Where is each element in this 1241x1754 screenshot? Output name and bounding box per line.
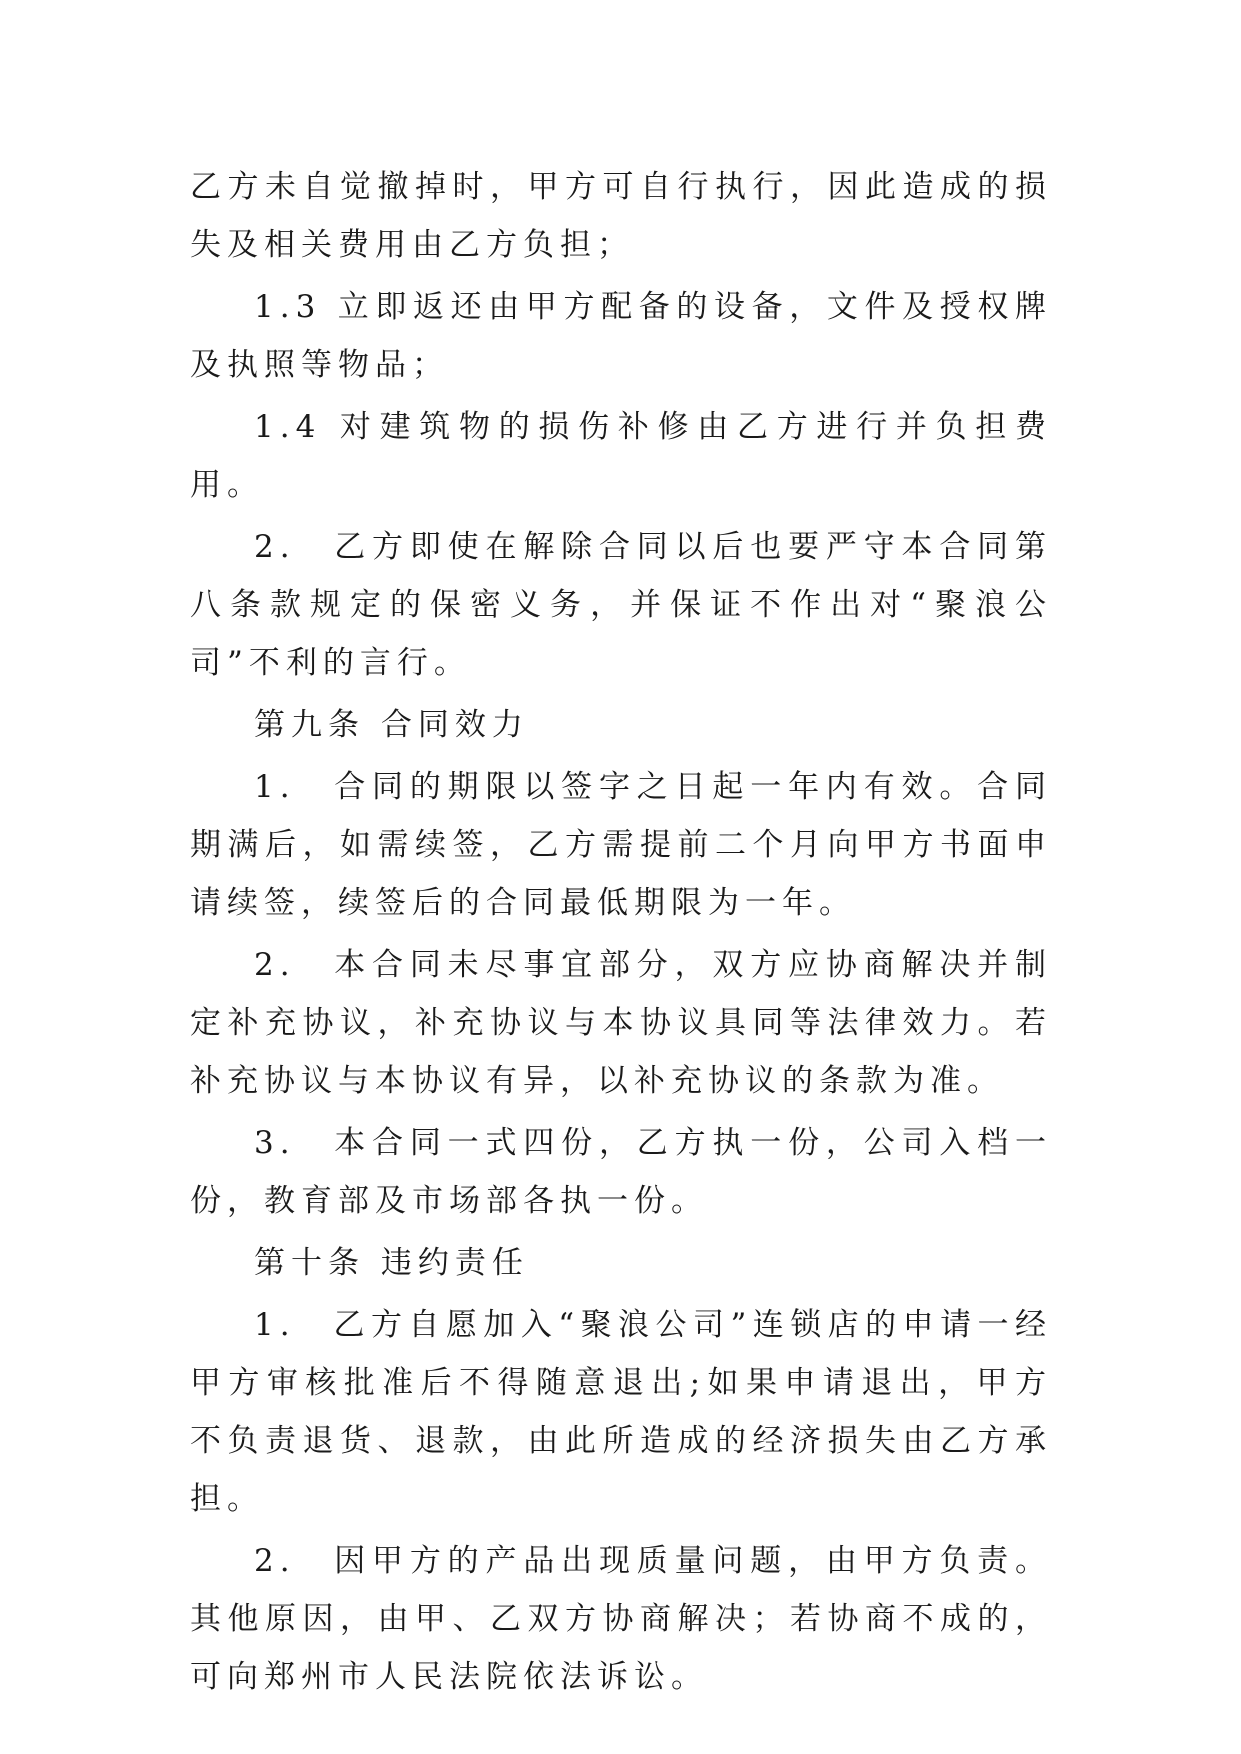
clause-1-3: 1.3 立即返还由甲方配备的设备，文件及授权牌及执照等物品； bbox=[190, 289, 1052, 383]
article-9-heading: 第九条 合同效力 bbox=[254, 707, 529, 743]
article-9-clause-1: 1. 合同的期限以签字之日起一年内有效。合同期满后，如需续签，乙方需提前二个月向甲方书面申请续签，续签后的合同最低期限为一年。 bbox=[190, 769, 1052, 921]
article-9-clause-3: 3. 本合同一式四份，乙方执一份，公司入档一份，教育部及市场部各执一份。 bbox=[190, 1125, 1052, 1219]
article-10-clause-2: 2. 因甲方的产品出现质量问题，由甲方负责。其他原因，由甲、乙双方协商解决；若协商不成的，可向郑州市人民法院依法诉讼。 bbox=[190, 1543, 1052, 1695]
clause-1-4: 1.4 对建筑物的损伤补修由乙方进行并负担费用。 bbox=[190, 409, 1052, 503]
article-10-heading: 第十条 违约责任 bbox=[254, 1245, 529, 1281]
article-9-clause-2: 2. 本合同未尽事宜部分，双方应协商解决并制定补充协议，补充协议与本协议具同等法律效力。若补充协议与本协议有异，以补充协议的条款为准。 bbox=[190, 947, 1052, 1099]
clause-2-confidentiality: 2. 乙方即使在解除合同以后也要严守本合同第八条款规定的保密义务，并保证不作出对“聚浪公司”不利的言行。 bbox=[190, 529, 1052, 681]
document-page bbox=[190, 158, 1052, 1710]
article-10-clause-1: 1. 乙方自愿加入“聚浪公司”连锁店的申请一经甲方审核批准后不得随意退出;如果申请退出，甲方不负责退货、退款，由此所造成的经济损失由乙方承担。 bbox=[190, 1307, 1052, 1517]
paragraph-continuation: 乙方未自觉撤掉时，甲方可自行执行，因此造成的损失及相关费用由乙方负担； bbox=[190, 169, 1052, 263]
